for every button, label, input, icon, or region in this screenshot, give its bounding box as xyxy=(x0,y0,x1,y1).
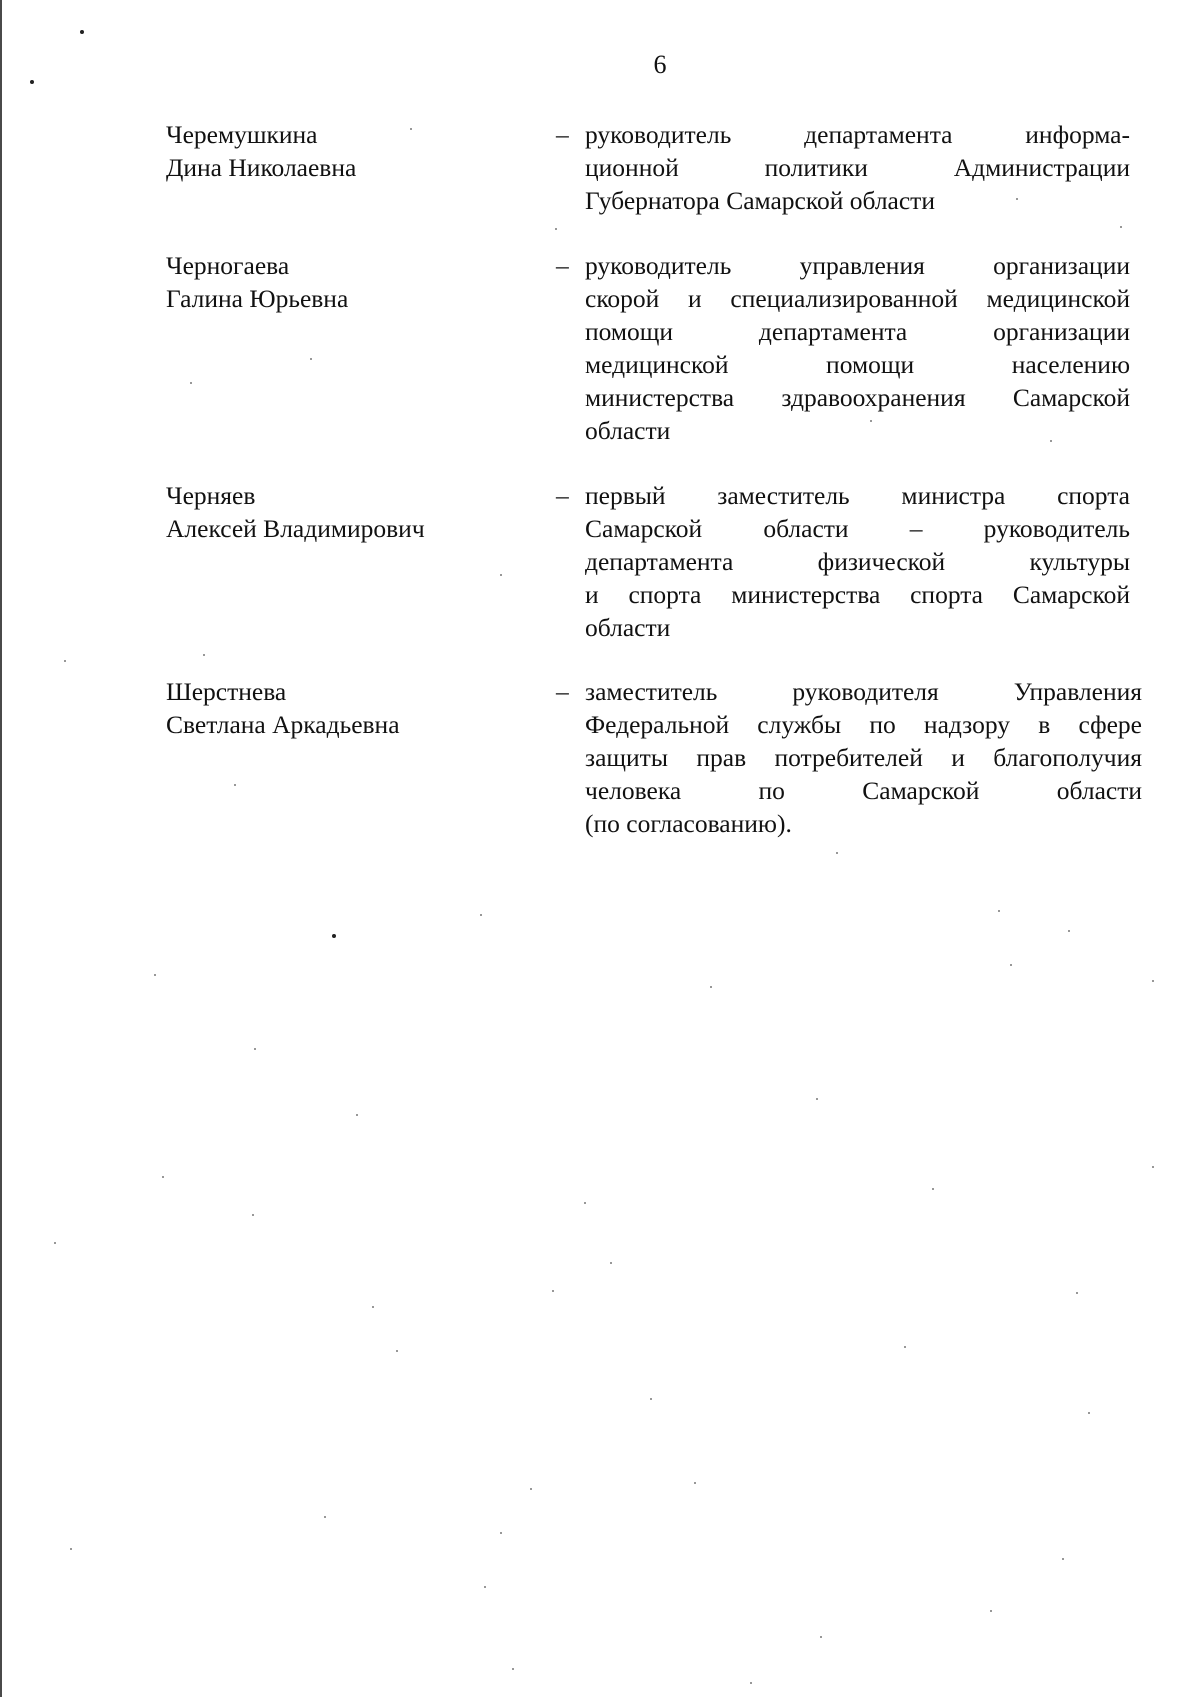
member-given-names: Светлана Аркадьевна xyxy=(166,710,400,739)
member-given-names: Алексей Владимирович xyxy=(166,514,425,543)
entry-dash: – xyxy=(556,251,569,280)
position-line: первый заместитель министра спорта xyxy=(585,481,1130,510)
member-given-names: Галина Юрьевна xyxy=(166,284,349,313)
scan-speck xyxy=(990,1610,992,1612)
scan-speck xyxy=(816,1098,818,1100)
member-name xyxy=(166,118,516,184)
scan-speck xyxy=(512,1668,514,1670)
scan-speck xyxy=(610,1262,612,1264)
scan-speck xyxy=(234,784,236,786)
scan-speck xyxy=(710,986,712,988)
scan-speck xyxy=(396,1350,398,1352)
position-line: ционной политики Администрации xyxy=(585,153,1130,182)
scan-speck xyxy=(1062,1558,1064,1560)
member-name xyxy=(166,249,516,315)
scan-speck xyxy=(500,574,502,576)
scan-speck xyxy=(162,1176,164,1178)
page-number: 6 xyxy=(653,50,667,79)
member-given-names: Дина Николаевна xyxy=(166,153,357,182)
scan-speck xyxy=(1050,440,1052,442)
scan-speck xyxy=(1010,964,1012,966)
position-line: медицинской помощи населению xyxy=(585,350,1130,379)
scan-speck xyxy=(904,1346,906,1348)
member-surname: Шерстнева xyxy=(166,677,287,706)
member-position xyxy=(585,118,1130,217)
scan-speck xyxy=(694,1482,696,1484)
scan-speck xyxy=(1152,1166,1154,1168)
scan-speck xyxy=(650,1398,652,1400)
position-line: заместитель руководителя Управления xyxy=(585,677,1142,706)
scan-speck xyxy=(932,1188,934,1190)
entry-dash: – xyxy=(556,481,569,510)
scan-speck xyxy=(80,30,84,34)
position-line: руководитель управления организации xyxy=(585,251,1130,280)
scan-speck xyxy=(154,974,156,976)
scan-speck xyxy=(332,934,336,938)
member-position xyxy=(585,675,1142,840)
scan-speck xyxy=(252,1214,254,1216)
scan-speck xyxy=(372,1306,374,1308)
position-line: министерства здравоохранения Самарской xyxy=(585,383,1130,412)
position-line: Губернатора Самарской области xyxy=(585,186,935,215)
member-position xyxy=(585,249,1130,447)
position-line: человека по Самарской области xyxy=(585,776,1142,805)
position-line: области xyxy=(585,416,671,445)
scan-speck xyxy=(30,80,34,84)
scan-speck xyxy=(820,1636,822,1638)
position-line: и спорта министерства спорта Самарской xyxy=(585,580,1130,609)
position-line: (по согласованию). xyxy=(585,809,792,838)
position-line: помощи департамента организации xyxy=(585,317,1130,346)
scan-speck xyxy=(1068,930,1070,932)
position-line: скорой и специализированной медицинской xyxy=(585,284,1130,313)
scan-speck xyxy=(1016,198,1018,200)
scan-speck xyxy=(70,1548,72,1550)
scan-speck xyxy=(552,1290,554,1292)
scan-speck xyxy=(870,420,872,422)
scan-speck xyxy=(1152,980,1154,982)
entry-dash: – xyxy=(556,677,569,706)
scan-speck xyxy=(54,1242,56,1244)
member-name xyxy=(166,675,516,741)
scan-speck xyxy=(555,228,557,230)
position-line: области xyxy=(585,613,671,642)
scan-speck xyxy=(356,1114,358,1116)
scan-speck xyxy=(1076,1292,1078,1294)
member-surname: Черногаева xyxy=(166,251,290,280)
scan-edge xyxy=(0,0,2,1697)
member-surname: Черемушкина xyxy=(166,120,318,149)
scan-speck xyxy=(324,1516,326,1518)
scan-speck xyxy=(1120,226,1122,228)
scan-speck xyxy=(1088,1412,1090,1414)
scan-speck xyxy=(190,382,192,384)
scan-speck xyxy=(998,910,1000,912)
scan-speck xyxy=(530,1488,532,1490)
position-line: Федеральной службы по надзору в сфере xyxy=(585,710,1142,739)
scan-speck xyxy=(584,1202,586,1204)
scan-speck xyxy=(203,654,205,656)
scan-speck xyxy=(310,358,312,360)
member-surname: Черняев xyxy=(166,481,256,510)
scan-speck xyxy=(836,852,838,854)
scan-speck xyxy=(480,914,482,916)
member-name xyxy=(166,479,516,545)
scan-speck xyxy=(64,660,66,662)
scan-speck xyxy=(484,1586,486,1588)
scan-speck xyxy=(254,1048,256,1050)
position-line: защиты прав потребителей и благополучия xyxy=(585,743,1142,772)
scan-speck xyxy=(750,1682,752,1684)
scan-speck xyxy=(500,1532,502,1534)
entry-dash: – xyxy=(556,120,569,149)
position-line: департамента физической культуры xyxy=(585,547,1130,576)
position-line: Самарской области – руководитель xyxy=(585,514,1130,543)
position-line: руководитель департамента информа- xyxy=(585,120,1130,149)
scan-speck xyxy=(410,128,412,130)
member-position xyxy=(585,479,1130,644)
